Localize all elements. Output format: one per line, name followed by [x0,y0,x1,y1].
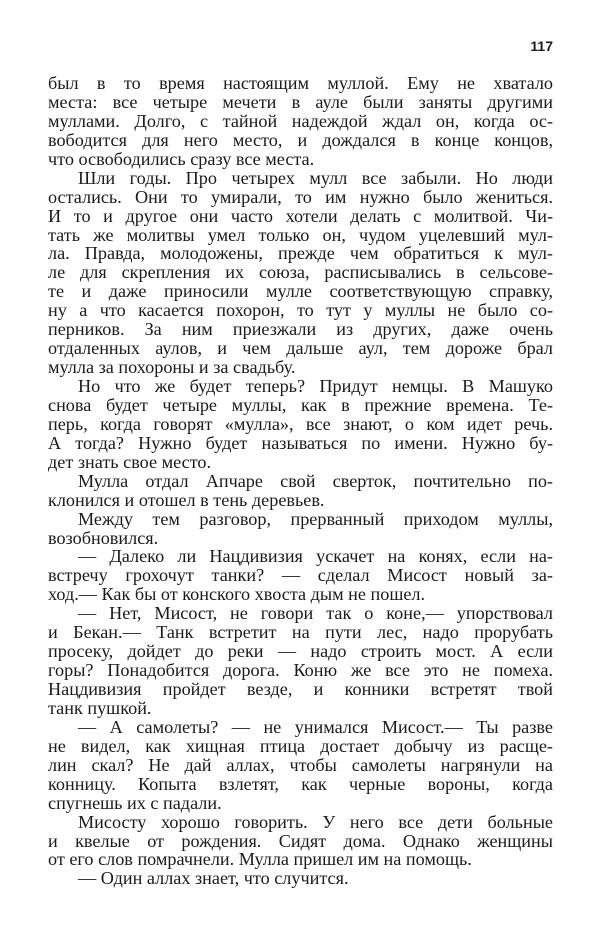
paragraph [48,472,553,510]
text-line: — Нет, Мисост, не говори так о коне,— упорствовал [78,603,553,624]
text-line: лин скал? Не дай аллах, чтобы самолеты нагрянули на [48,754,553,775]
text-line: горы? Понадобится дорога. Коню же все это не помеха. [48,660,553,681]
text-line: перников. За ним приезжали из других, даже очень [48,319,553,340]
paragraph [48,547,553,604]
text-line: танк пушкой. [48,697,152,718]
text-line: встречу грохочут танки? — сделал Мисост новый за- [48,565,553,586]
text-line: вободится для него место, и дождался в конце концов, [48,129,553,150]
text-line: отдаленных аулов, и чем дальше аул, тем дороже брал [48,338,553,359]
text-line: дет знать свое место. [48,451,212,472]
paragraph [48,869,553,888]
text-line: А тогда? Нужно будет называться по имени. Нужно бу- [48,432,553,453]
text-line: от его слов помрачнели. Мулла пришел им на помощь. [48,849,472,870]
text-line: Между тем разговор, прерванный приходом муллы, [78,508,553,529]
text-line: возобновился. [48,527,159,548]
text-line: остались. Они то умирали, то им нужно было жениться. [48,186,553,207]
text-line: места: все четыре мечети в ауле были заняты другими [48,91,553,112]
paragraph [48,510,553,548]
paragraph [48,377,553,472]
text-line: Но что же будет теперь? Придут немцы. В Машуко [78,376,553,396]
paragraph [48,169,553,377]
paragraph [48,718,553,813]
text-line: и квелые от рождения. Сидят дома. Однако женщины [48,830,553,851]
text-line: те и даже приносили мулле соответствующую справку, [48,281,553,302]
text-line: и Бекан.— Танк встретит на пути лес, надо прорубать [48,622,553,643]
text-line: не видел, как хищная птица достает добычу из расще- [48,735,553,756]
text-line: ход.— Как бы от конского хвоста дым не пошел. [48,584,426,605]
paragraph [48,74,553,169]
text-line: Шли годы. Про четырех мулл все забыли. Но люди [78,167,553,188]
text-line: — А самолеты? — не унимался Мисост.— Ты разве [78,716,553,737]
text-line: просеку, дойдет до реки — надо строить мост. А если [48,641,553,662]
text-line: был в то время настоящим муллой. Ему не хватало [48,73,553,93]
text-line: Мисосту хорошо говорить. У него все дети больные [78,811,553,832]
text-line: конницу. Копыта взлетят, как черные вороны, когда [48,773,553,794]
text-line: ну а что касается похорон, то тут у муллы не было со- [48,300,553,321]
text-line: перь, когда говорят «мулла», все знают, о ком идет речь. [48,413,553,434]
text-line: что освободились сразу все места. [48,148,315,169]
text-line: Мулла отдал Апчаре свой сверток, почтительно по- [78,470,553,491]
text-line: ле для скрепления их союза, расписывались в сельсове- [48,262,553,283]
body-text [48,74,553,888]
text-line: И то и другое они часто хотели делать с молитвой. Чи- [48,205,553,226]
paragraph [48,813,553,870]
text-line: клонился и отошел в тень деревьев. [48,489,325,510]
text-line: ла. Правда, молодожены, прежде чем обратиться к мул- [48,243,553,264]
text-line: — Далеко ли Нацдивизия ускачет на конях, если на- [78,546,553,567]
paragraph [48,604,553,718]
page-number: 117 [530,38,553,54]
text-line: муллами. Долго, с тайной надеждой ждал он, когда ос- [48,110,553,131]
text-line: мулла за похороны и за свадьбу. [48,357,296,378]
text-line: спугнешь их с падали. [48,792,222,813]
text-line: Нацдивизия пройдет везде, и конники встретят твой [48,679,553,699]
text-line: снова будет четыре муллы, как в прежние времена. Те- [48,394,553,415]
text-line: тать же молитвы умел только он, чудом уцелевший мул- [48,224,553,245]
text-line: — Один аллах знает, что случится. [78,868,349,889]
